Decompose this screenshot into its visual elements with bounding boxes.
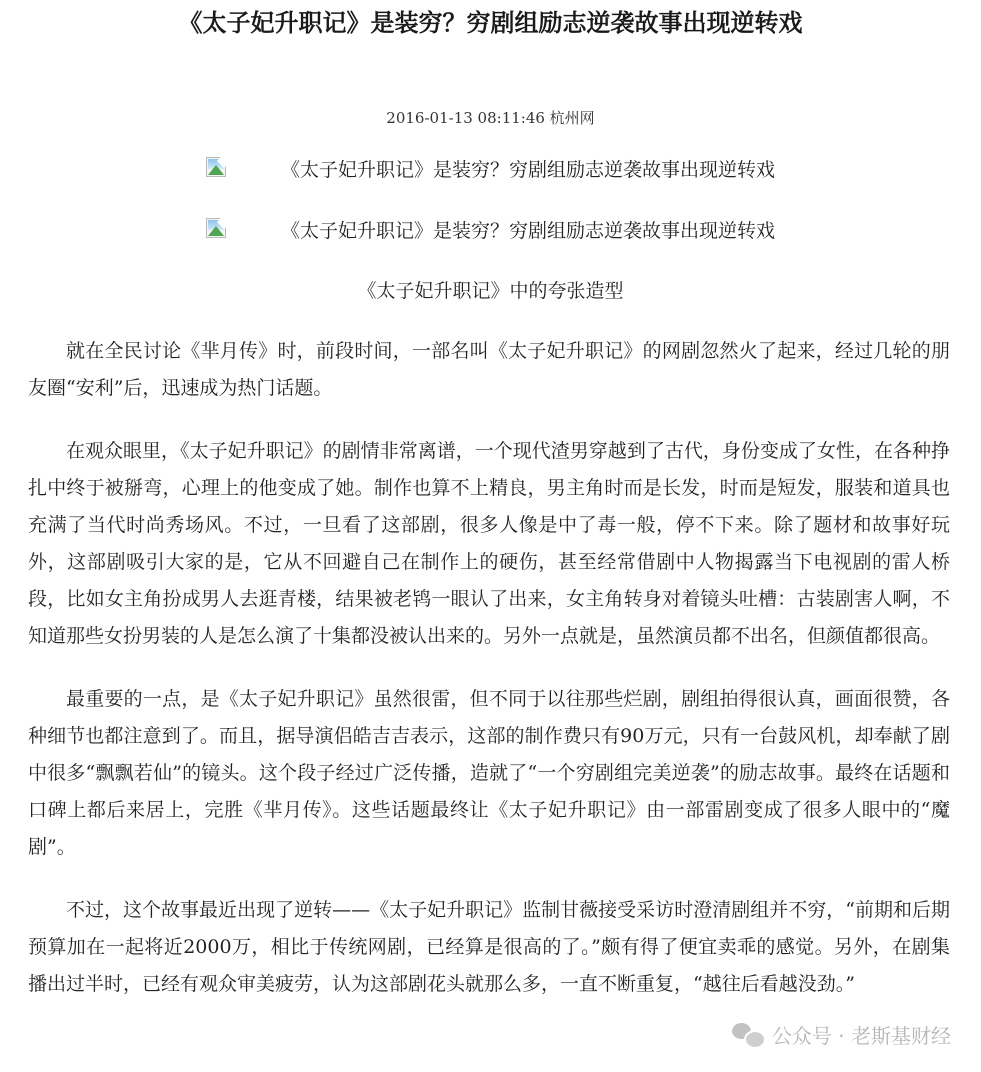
article-body <box>28 333 950 1029</box>
image-alt-text: 《太子妃升职记》是装穷？穷剧组励志逆袭故事出现逆转戏 <box>281 158 776 181</box>
broken-image-icon <box>205 217 229 241</box>
article-title: 《太子妃升职记》是装穷？穷剧组励志逆袭故事出现逆转戏 <box>178 9 803 37</box>
article-paragraph-3: 最重要的一点，是《太子妃升职记》虽然很雷，但不同于以往那些烂剧，剧组拍得很认真，画面很赞，各种细节也都注意到了。而且，据导演侣皓吉吉表示，这部的制作费只有90万元，只有一台鼓风机，却奉献了剧中很多“飘飘若仙”的镜头。这个段子经过广泛传播，造就了“一个穷剧组完美逆袭”的励志故事。最终在话题和口碑上都后来居上，完胜《芈月传》。这些话题最终让《太子妃升职记》由一部雷剧变成了很多人眼中的“魔剧”。 <box>28 688 950 858</box>
article-image-1 <box>205 154 775 182</box>
article-paragraph-1: 就在全民讨论《芈月传》时，前段时间，一部名叫《太子妃升职记》的网剧忽然火了起来，经过几轮的朋友圈“安利”后，迅速成为热门话题。 <box>28 340 950 399</box>
article-paragraph-2: 在观众眼里，《太子妃升职记》的剧情非常离谱，一个现代渣男穿越到了古代，身份变成了女性，在各种挣扎中终于被掰弯，心理上的他变成了她。制作也算不上精良，男主角时而是长发，时而是短发，服装和道具也充满了当代时尚秀场风。不过，一旦看了这部剧，很多人像是中了毒一般，停不下来。除了题材和故事好玩外，这部剧吸引大家的是，它从不回避自己在制作上的硬伤，甚至经常借剧中人物揭露当下电视剧的雷人桥段，比如女主角扮成男人去逛青楼，结果被老鸨一眼认了出来，女主角转身对着镜头吐槽：古装剧害人啊，不知道那些女扮男装的人是怎么演了十集都没被认出来的。另外一点就是，虽然演员都不出名，但颜值都很高。 <box>28 440 950 647</box>
article-meta: 2016-01-13 08:11:46 杭州网 <box>386 109 595 127</box>
image-caption: 《太子妃升职记》中的夸张造型 <box>357 280 624 302</box>
watermark-text: 公众号 · 老斯基财经 <box>771 1023 951 1048</box>
wechat-icon <box>732 1021 764 1047</box>
article-paragraph-4: 不过，这个故事最近出现了逆转——《太子妃升职记》监制甘薇接受采访时澄清剧组并不穷，“前期和后期预算加在一起将近2000万，相比于传统网剧，已经算是很高的了。”颇有得了便宜卖乖的感觉。另外，在剧集播出过半时，已经有观众审美疲劳，认为这部剧花头就那么多，一直不断重复，“越往后看越没劲。” <box>28 899 950 995</box>
image-alt-text: 《太子妃升职记》是装穷？穷剧组励志逆袭故事出现逆转戏 <box>281 219 776 242</box>
article-image-2 <box>205 215 775 243</box>
broken-image-icon <box>205 156 229 180</box>
watermark <box>732 1018 951 1050</box>
